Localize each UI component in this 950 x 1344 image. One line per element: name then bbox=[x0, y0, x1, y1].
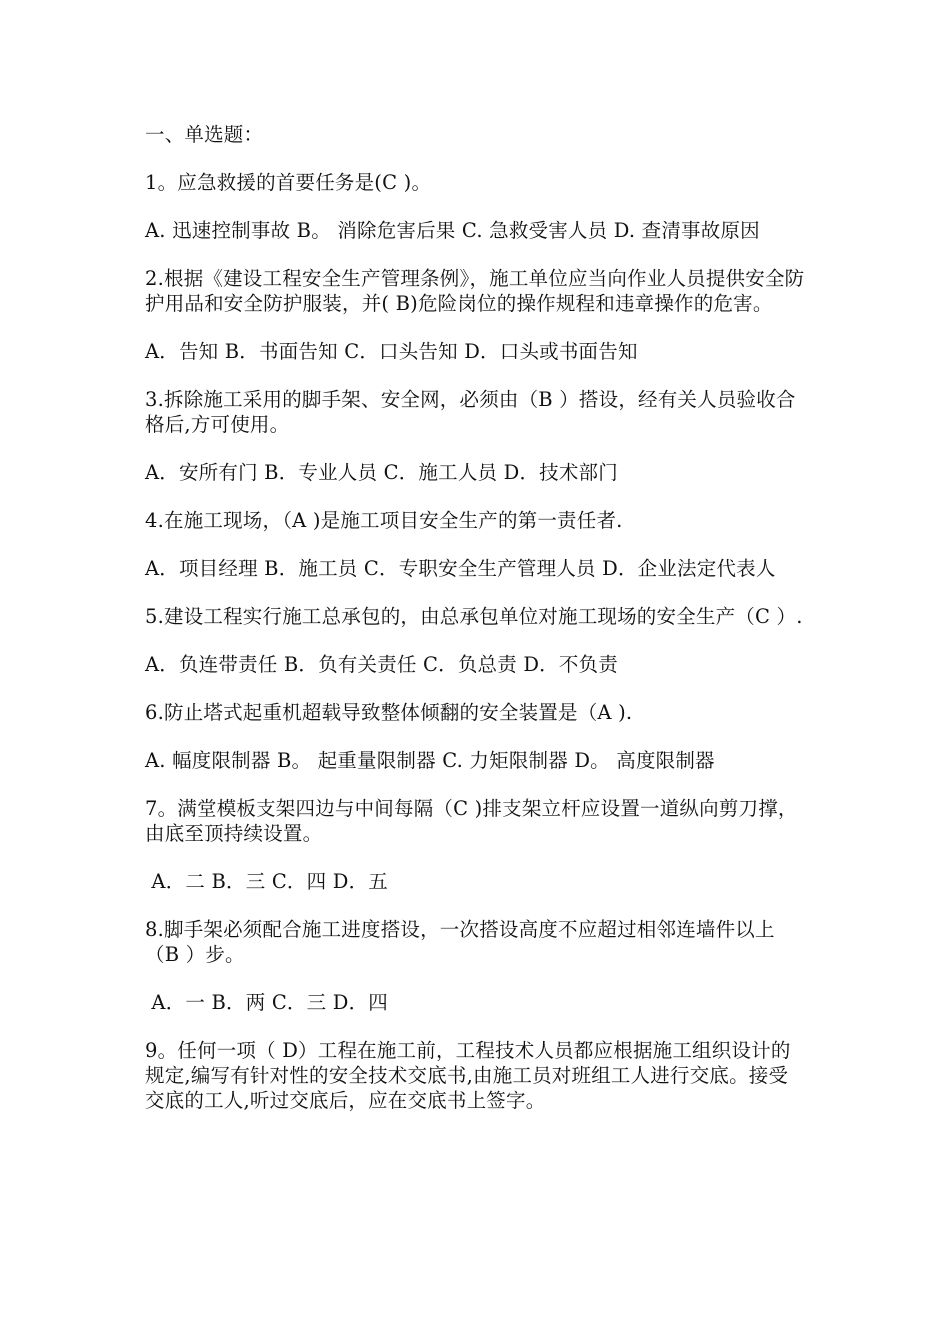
question-3-options: A．安所有门 B．专业人员 C．施工人员 D．技术部门 bbox=[145, 461, 618, 484]
question-8-stem: 8.脚手架必须配合施工进度搭设，一次搭设高度不应超过相邻连墙件以上（B ）步。 bbox=[145, 918, 775, 966]
question-6-options: A. 幅度限制器 B。 起重量限制器 C. 力矩限制器 D。 高度限制器 bbox=[145, 749, 715, 772]
question-2-stem: 2.根据《建设工程安全生产管理条例》，施工单位应当向作业人员提供安全防护用品和安全防护服装，并( B)危险岗位的操作规程和违章操作的危害。 bbox=[145, 267, 805, 315]
question-1-stem: 1。应急救援的首要任务是(C )。 bbox=[145, 171, 432, 194]
question-4-options: A．项目经理 B．施工员 C．专职安全生产管理人员 D．企业法定代表人 bbox=[145, 557, 776, 580]
question-8-options: A．一 B．两 C．三 D．四 bbox=[145, 991, 388, 1014]
question-2-options: A．告知 B．书面告知 C．口头告知 D．口头或书面告知 bbox=[145, 340, 638, 363]
question-5-options: A．负连带责任 B．负有关责任 C．负总责 D．不负责 bbox=[145, 653, 618, 676]
question-5-stem: 5.建设工程实行施工总承包的，由总承包单位对施工现场的安全生产（C ）. bbox=[145, 605, 803, 628]
question-1-options: A. 迅速控制事故 B。 消除危害后果 C. 急救受害人员 D. 查清事故原因 bbox=[145, 219, 760, 242]
question-3-stem: 3.拆除施工采用的脚手架、安全网，必须由（B ）搭设，经有关人员验收合格后,方可使用。 bbox=[145, 388, 796, 436]
question-9-stem: 9。任何一项（ D）工程在施工前，工程技术人员都应根据施工组织设计的规定,编写有针对性的安全技术交底书,由施工员对班组工人进行交底。接受交底的工人,听过交底后，应在交底书上签字。 bbox=[145, 1039, 791, 1112]
question-4-stem: 4.在施工现场，（A )是施工项目安全生产的第一责任者. bbox=[145, 509, 623, 532]
document-body bbox=[145, 122, 805, 1136]
question-6-stem: 6.防止塔式起重机超载导致整体倾翻的安全装置是（A ). bbox=[145, 701, 633, 724]
section-heading: 一、单选题： bbox=[145, 123, 264, 146]
question-7-stem: 7。满堂模板支架四边与中间每隔（C )排支架立杆应设置一道纵向剪刀撑，由底至顶持续设置。 bbox=[145, 797, 798, 845]
question-7-options: A．二 B．三 C．四 D．五 bbox=[145, 870, 388, 893]
